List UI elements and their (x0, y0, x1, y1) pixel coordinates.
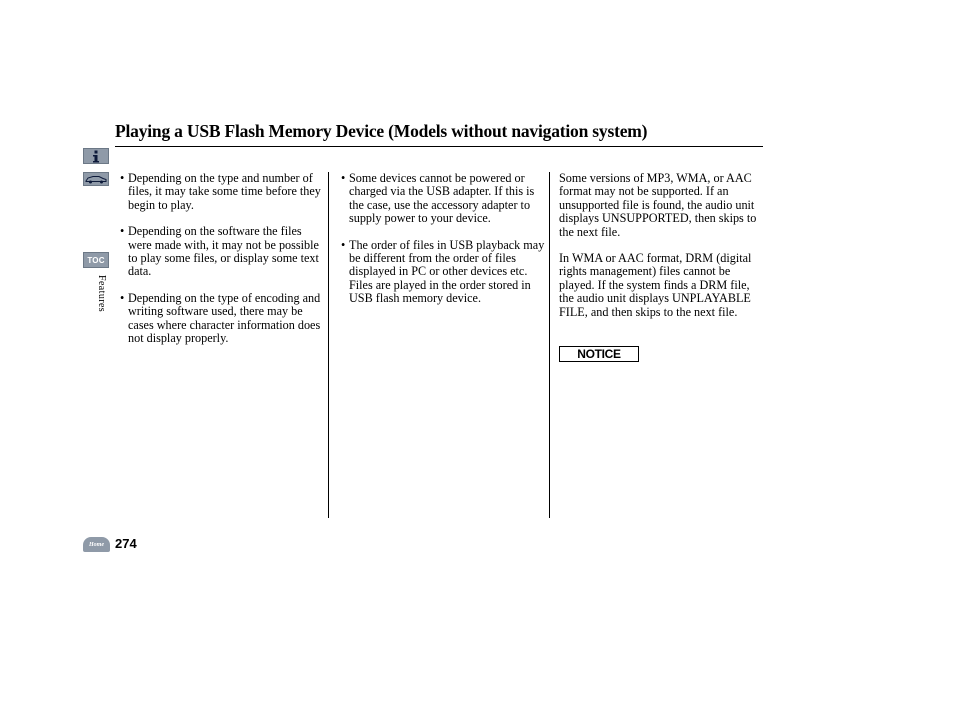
vehicle-controls-button[interactable] (83, 172, 109, 186)
home-button[interactable]: Home (83, 537, 110, 552)
page-title: Playing a USB Flash Memory Device (Models without navigation system) (115, 121, 648, 141)
car-icon (85, 175, 107, 184)
list-item: • Some devices cannot be powered or charged via the USB adapter. If this is the case, use the accessory adapter to supply power to your device. (341, 172, 545, 226)
toc-button[interactable]: TOC (83, 252, 109, 268)
column-divider (549, 172, 550, 518)
title-divider (115, 146, 763, 147)
info-icon (91, 150, 101, 163)
notice-button[interactable]: NOTICE (559, 346, 639, 362)
column-divider (328, 172, 329, 518)
paragraph: Some versions of MP3, WMA, or AAC format may not be supported. If an unsupported file is found, the audio unit displays UNSUPPORTED, then skips to the next file. (559, 171, 757, 239)
column-3 (559, 172, 765, 332)
page-number: 274 (115, 536, 137, 551)
column-2 (341, 172, 545, 319)
column-1 (120, 172, 322, 358)
section-label: Features (96, 275, 107, 313)
list-item: • Depending on the software the files were made with, it may not be possible to play some files, or display some text data. (120, 225, 322, 279)
list-item: • Depending on the type of encoding and writing software used, there may be cases where character information does not display properly. (120, 292, 322, 346)
list-item: • The order of files in USB playback may be different from the order of files displayed in PC or other devices etc. Files are played in the order stored in USB flash memory device. (341, 239, 545, 306)
info-button[interactable] (83, 148, 109, 164)
list-item: • Depending on the type and number of files, it may take some time before they begin to play. (120, 172, 322, 212)
paragraph: In WMA or AAC format, DRM (digital rights management) files cannot be played. If the system finds a DRM file, the audio unit displays UNPLAYABLE FILE, and then skips to the next file. (559, 251, 752, 319)
